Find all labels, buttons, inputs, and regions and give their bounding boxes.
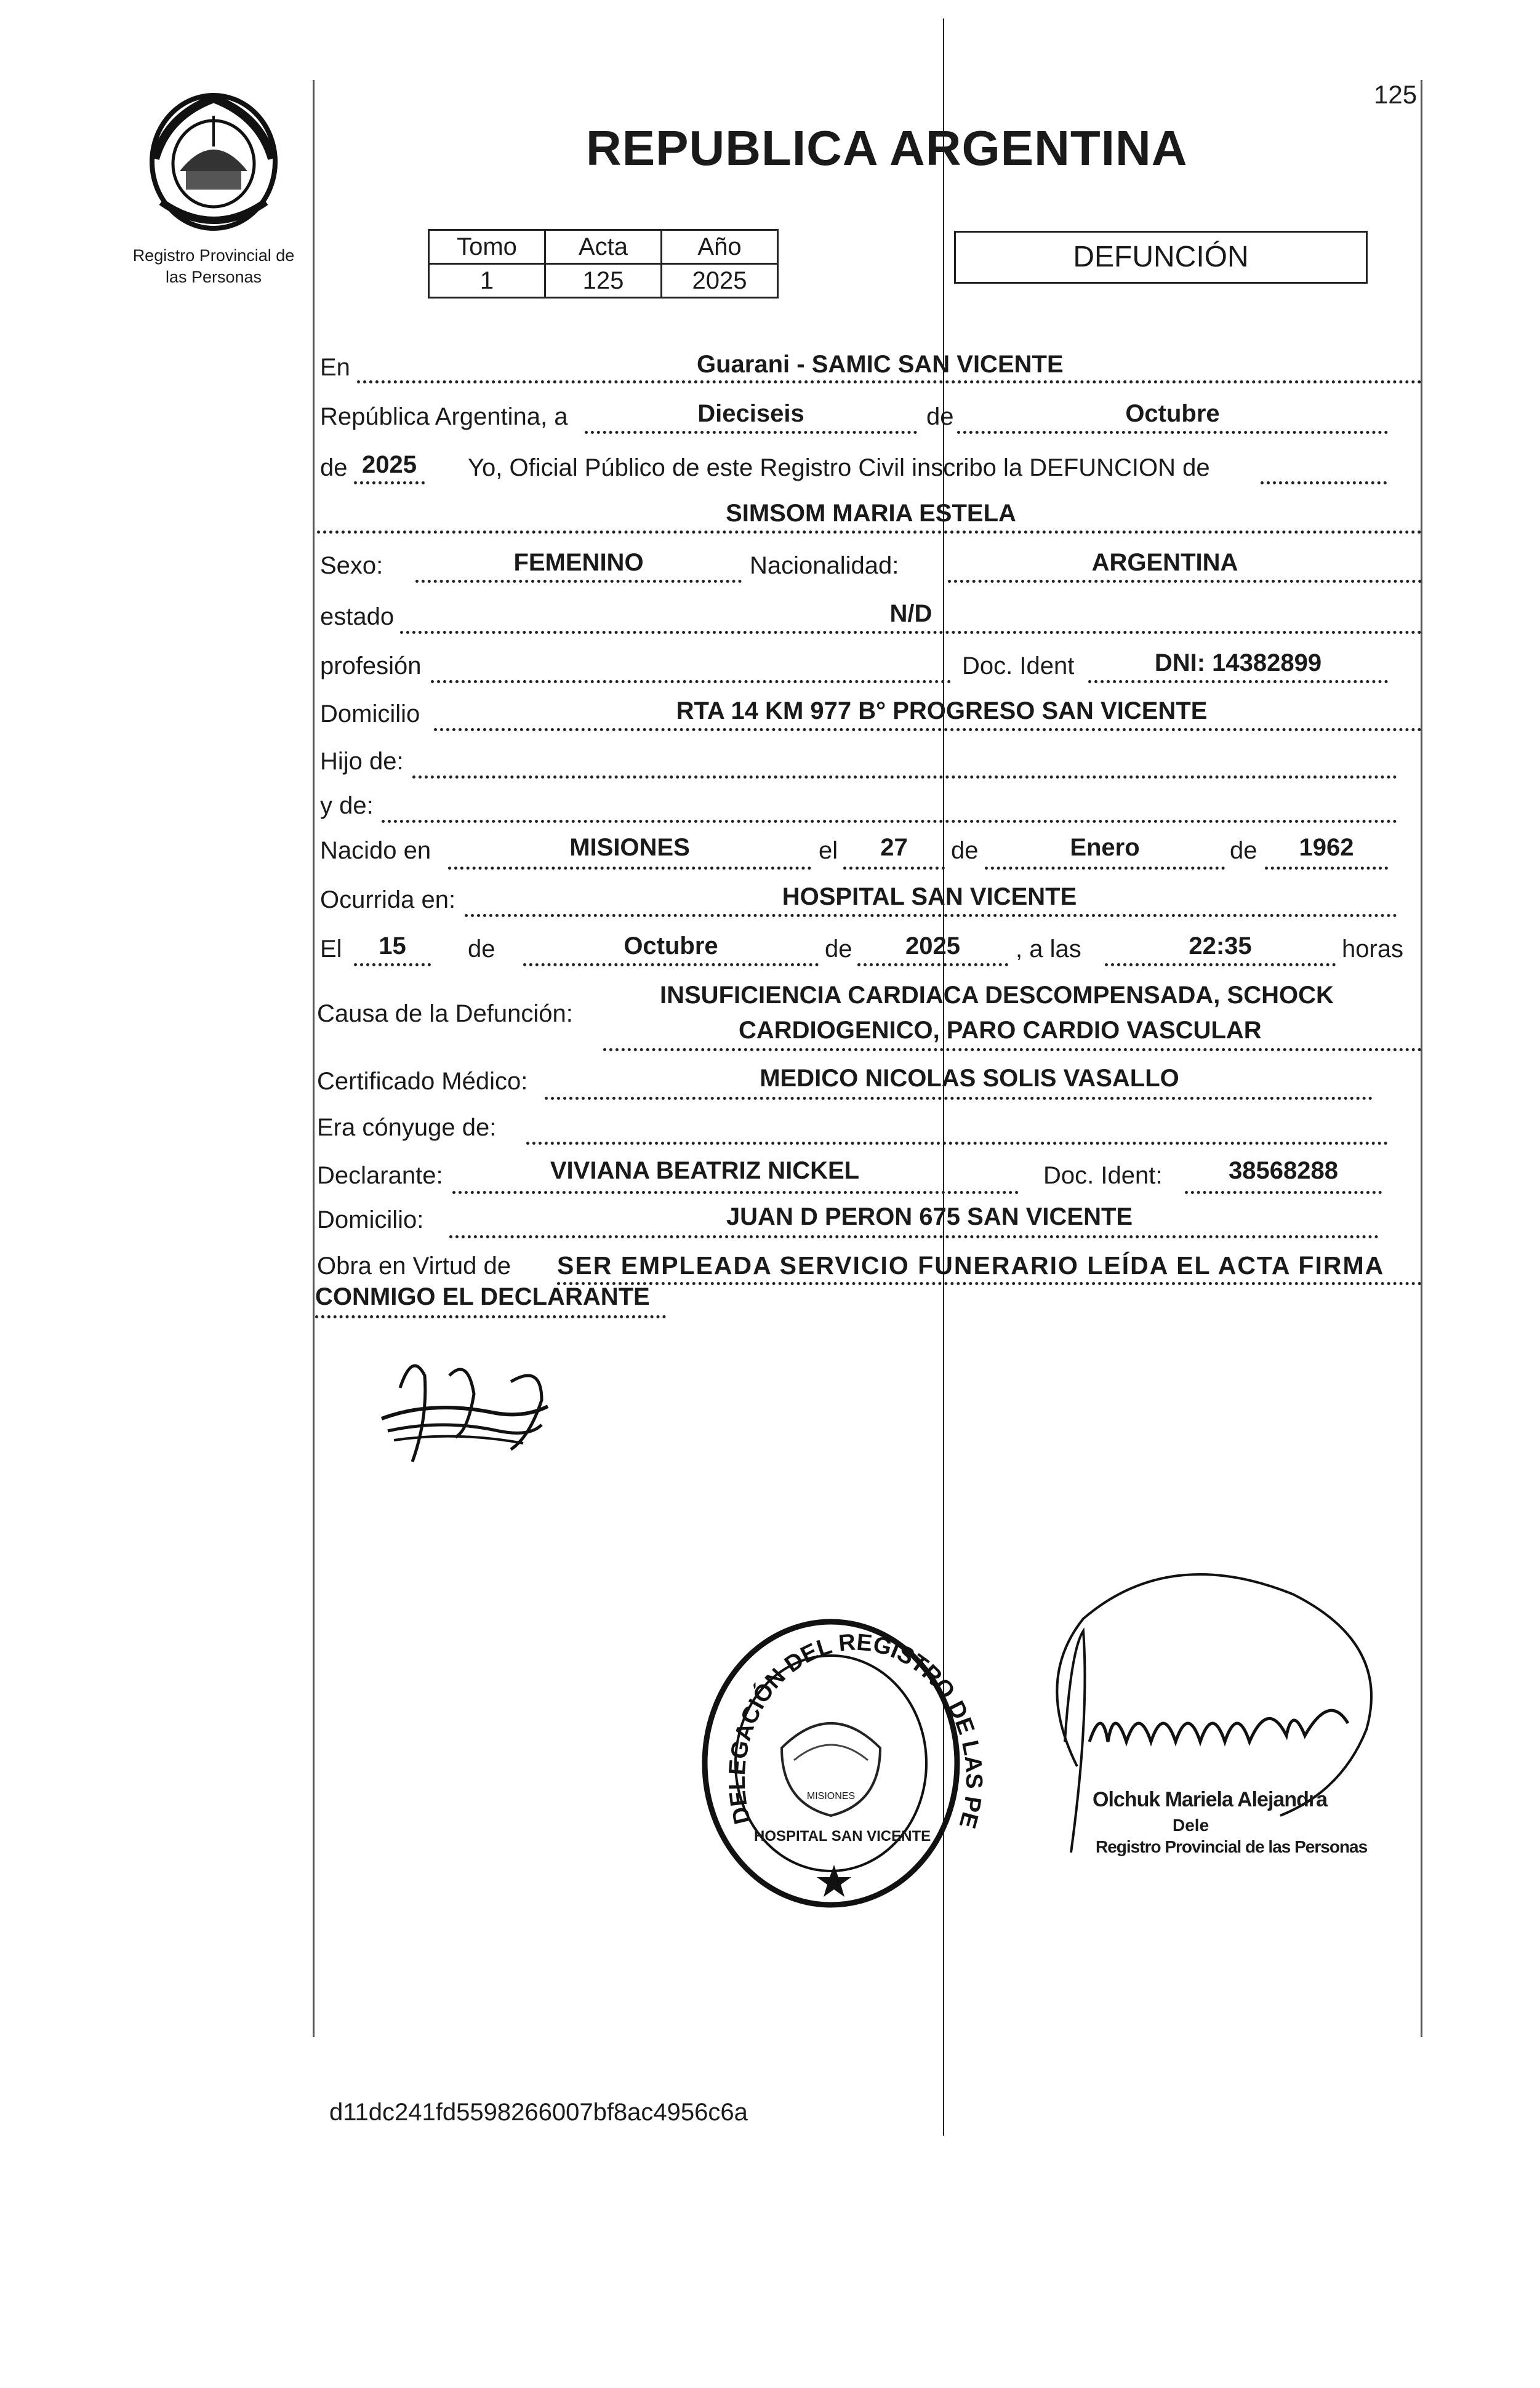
doc-type: DEFUNCIÓN bbox=[1073, 241, 1249, 273]
yde-line bbox=[382, 820, 1397, 823]
acta-header: Acta bbox=[545, 230, 662, 264]
dia-line bbox=[585, 431, 917, 434]
certificado-line bbox=[545, 1097, 1373, 1100]
nac-mes-line bbox=[985, 867, 1225, 870]
hijo-line bbox=[412, 775, 1397, 779]
document-hash: d11dc241fd5598266007bf8ac4956c6a bbox=[329, 2099, 748, 2126]
causa-label: Causa de la Defunción: bbox=[317, 1000, 573, 1027]
conyuge-label: Era cónyuge de: bbox=[317, 1114, 497, 1141]
en-value: Guarani - SAMIC SAN VICENTE bbox=[697, 351, 1064, 378]
causa-line1: INSUFICIENCIA CARDIACA DESCOMPENSADA, SCHOCK bbox=[660, 982, 1334, 1009]
hora-value: 22:35 bbox=[1189, 932, 1252, 960]
en-line bbox=[357, 380, 1422, 383]
anio-header: Año bbox=[662, 230, 778, 264]
nac-anio-value: 1962 bbox=[1299, 834, 1354, 861]
profesion-label: profesión bbox=[320, 652, 422, 679]
domicilio-line bbox=[434, 728, 1422, 731]
nombre-line bbox=[317, 531, 1422, 534]
mes-line bbox=[957, 431, 1388, 434]
obra-dots1 bbox=[557, 1282, 1422, 1285]
nac-dia-value: 27 bbox=[880, 834, 908, 861]
decl-doc-line bbox=[1185, 1191, 1382, 1194]
el2-label: El bbox=[320, 936, 342, 963]
domicilio-value: RTA 14 KM 977 B° PROGRESO SAN VICENTE bbox=[676, 697, 1208, 724]
anio-value: 2025 bbox=[362, 451, 417, 478]
causa-line bbox=[603, 1048, 1422, 1051]
horas-label: horas bbox=[1342, 936, 1404, 963]
declarante-line bbox=[452, 1191, 1019, 1194]
oficial-line bbox=[1261, 481, 1387, 484]
stamp-ring-text bbox=[726, 1619, 985, 1914]
left-border bbox=[313, 80, 315, 2037]
def-mes-value: Octubre bbox=[624, 932, 718, 960]
de2-label: de bbox=[1230, 837, 1257, 864]
nacionalidad-value: ARGENTINA bbox=[1091, 549, 1238, 576]
conyuge-line bbox=[526, 1142, 1388, 1145]
domicilio2-label: Domicilio: bbox=[317, 1206, 424, 1233]
alas-label: , a las bbox=[1016, 936, 1081, 963]
def-anio-line bbox=[857, 963, 1008, 966]
el-label: el bbox=[819, 837, 838, 864]
nac-mes-value: Enero bbox=[1070, 834, 1140, 861]
profesion-line bbox=[431, 680, 951, 683]
nacido-label: Nacido en bbox=[320, 837, 431, 864]
oficial-text: Yo, Oficial Público de este Registro Civil inscribo la DEFUNCION de bbox=[468, 454, 1210, 481]
svg-text:DELEGACIÓN DEL REGISTRO DE LAS bbox=[726, 1619, 985, 1831]
en-label: En bbox=[320, 354, 350, 381]
sexo-value: FEMENINO bbox=[513, 549, 644, 576]
nacionalidad-line bbox=[948, 580, 1422, 583]
domicilio-label: Domicilio bbox=[320, 700, 420, 727]
page-title: REPUBLICA ARGENTINA bbox=[586, 121, 1188, 175]
de3-label: de bbox=[468, 936, 495, 963]
sexo-line bbox=[415, 580, 742, 583]
def-dia-line bbox=[354, 963, 431, 966]
hijo-label: Hijo de: bbox=[320, 748, 404, 775]
deceased-name: SIMSOM MARIA ESTELA bbox=[726, 500, 1016, 527]
doc-ident-label: Doc. Ident bbox=[962, 652, 1075, 679]
declarant-signature bbox=[369, 1339, 566, 1474]
obra-line2: CONMIGO EL DECLARANTE bbox=[315, 1283, 650, 1310]
ocurrida-line bbox=[465, 914, 1397, 917]
de4-label: de bbox=[825, 936, 852, 963]
def-mes-line bbox=[523, 963, 819, 966]
ocurrida-value: HOSPITAL SAN VICENTE bbox=[782, 883, 1077, 910]
obra-line1: SER EMPLEADA SERVICIO FUNERARIO LEÍDA EL ACTA FIRMA bbox=[557, 1251, 1385, 1280]
yde-label: y de: bbox=[320, 792, 374, 819]
ocurrida-label: Ocurrida en: bbox=[320, 886, 456, 913]
domicilio2-value: JUAN D PERON 675 SAN VICENTE bbox=[726, 1203, 1133, 1230]
officer-office: Registro Provincial de las Personas bbox=[1096, 1837, 1368, 1856]
acta-value: 125 bbox=[545, 264, 662, 298]
estado-label: estado bbox=[320, 603, 395, 630]
republica-label: República Argentina, a bbox=[320, 403, 568, 430]
certificado-value: MEDICO NICOLAS SOLIS VASALLO bbox=[760, 1065, 1179, 1092]
tomo-header: Tomo bbox=[429, 230, 545, 264]
officer-name: Olchuk Mariela Alejandra bbox=[1093, 1788, 1327, 1811]
decl-doc-value: 38568288 bbox=[1229, 1157, 1338, 1184]
mes-value: Octubre bbox=[1125, 400, 1220, 427]
declarante-value: VIVIANA BEATRIZ NICKEL bbox=[550, 1157, 860, 1184]
dia-value: Dieciseis bbox=[697, 400, 804, 427]
def-anio-value: 2025 bbox=[905, 932, 960, 960]
stamp-inner-text: HOSPITAL SAN VICENTE bbox=[754, 1828, 931, 1845]
domicilio2-line bbox=[449, 1235, 1379, 1238]
nacido-line bbox=[448, 867, 811, 870]
registry-name-line1: Registro Provincial de bbox=[132, 246, 295, 265]
obra-label: Obra en Virtud de bbox=[317, 1252, 511, 1280]
estado-line bbox=[400, 631, 1422, 634]
officer-title: Dele bbox=[1173, 1816, 1209, 1835]
anio-line bbox=[354, 481, 425, 484]
page-number: 125 bbox=[1374, 80, 1418, 109]
anio-value: 2025 bbox=[662, 264, 778, 298]
certificado-label: Certificado Médico: bbox=[317, 1068, 528, 1095]
doc-ident-value: DNI: 14382899 bbox=[1154, 649, 1322, 676]
decl-doc-label: Doc. Ident: bbox=[1043, 1162, 1163, 1189]
causa-line2: CARDIOGENICO, PARO CARDIO VASCULAR bbox=[739, 1017, 1262, 1044]
de-label: de bbox=[926, 403, 954, 430]
anio-prefix: de bbox=[320, 454, 348, 481]
nac-dia-line bbox=[843, 867, 945, 870]
de1-label: de bbox=[951, 837, 979, 864]
doc-ident-line bbox=[1088, 680, 1388, 683]
stamp-emblem-text: MISIONES bbox=[806, 1791, 856, 1801]
tomo-value: 1 bbox=[429, 264, 545, 298]
declarante-label: Declarante: bbox=[317, 1162, 443, 1189]
obra-dots2 bbox=[315, 1315, 666, 1318]
acta-table bbox=[428, 229, 779, 298]
stamp-ring-textpath: DELEGACIÓN DEL REGISTRO DE LAS PE bbox=[726, 1629, 985, 1832]
estado-value: N/D bbox=[889, 600, 932, 627]
misiones-emblem bbox=[143, 91, 284, 233]
registry-name-line2: las Personas bbox=[165, 268, 262, 286]
nacido-value: MISIONES bbox=[569, 834, 690, 861]
def-dia-value: 15 bbox=[379, 932, 406, 960]
nacionalidad-label: Nacionalidad: bbox=[750, 552, 899, 579]
nac-anio-line bbox=[1265, 867, 1388, 870]
hora-line bbox=[1105, 963, 1336, 966]
doc-type-box bbox=[954, 231, 1368, 284]
sexo-label: Sexo: bbox=[320, 552, 383, 579]
